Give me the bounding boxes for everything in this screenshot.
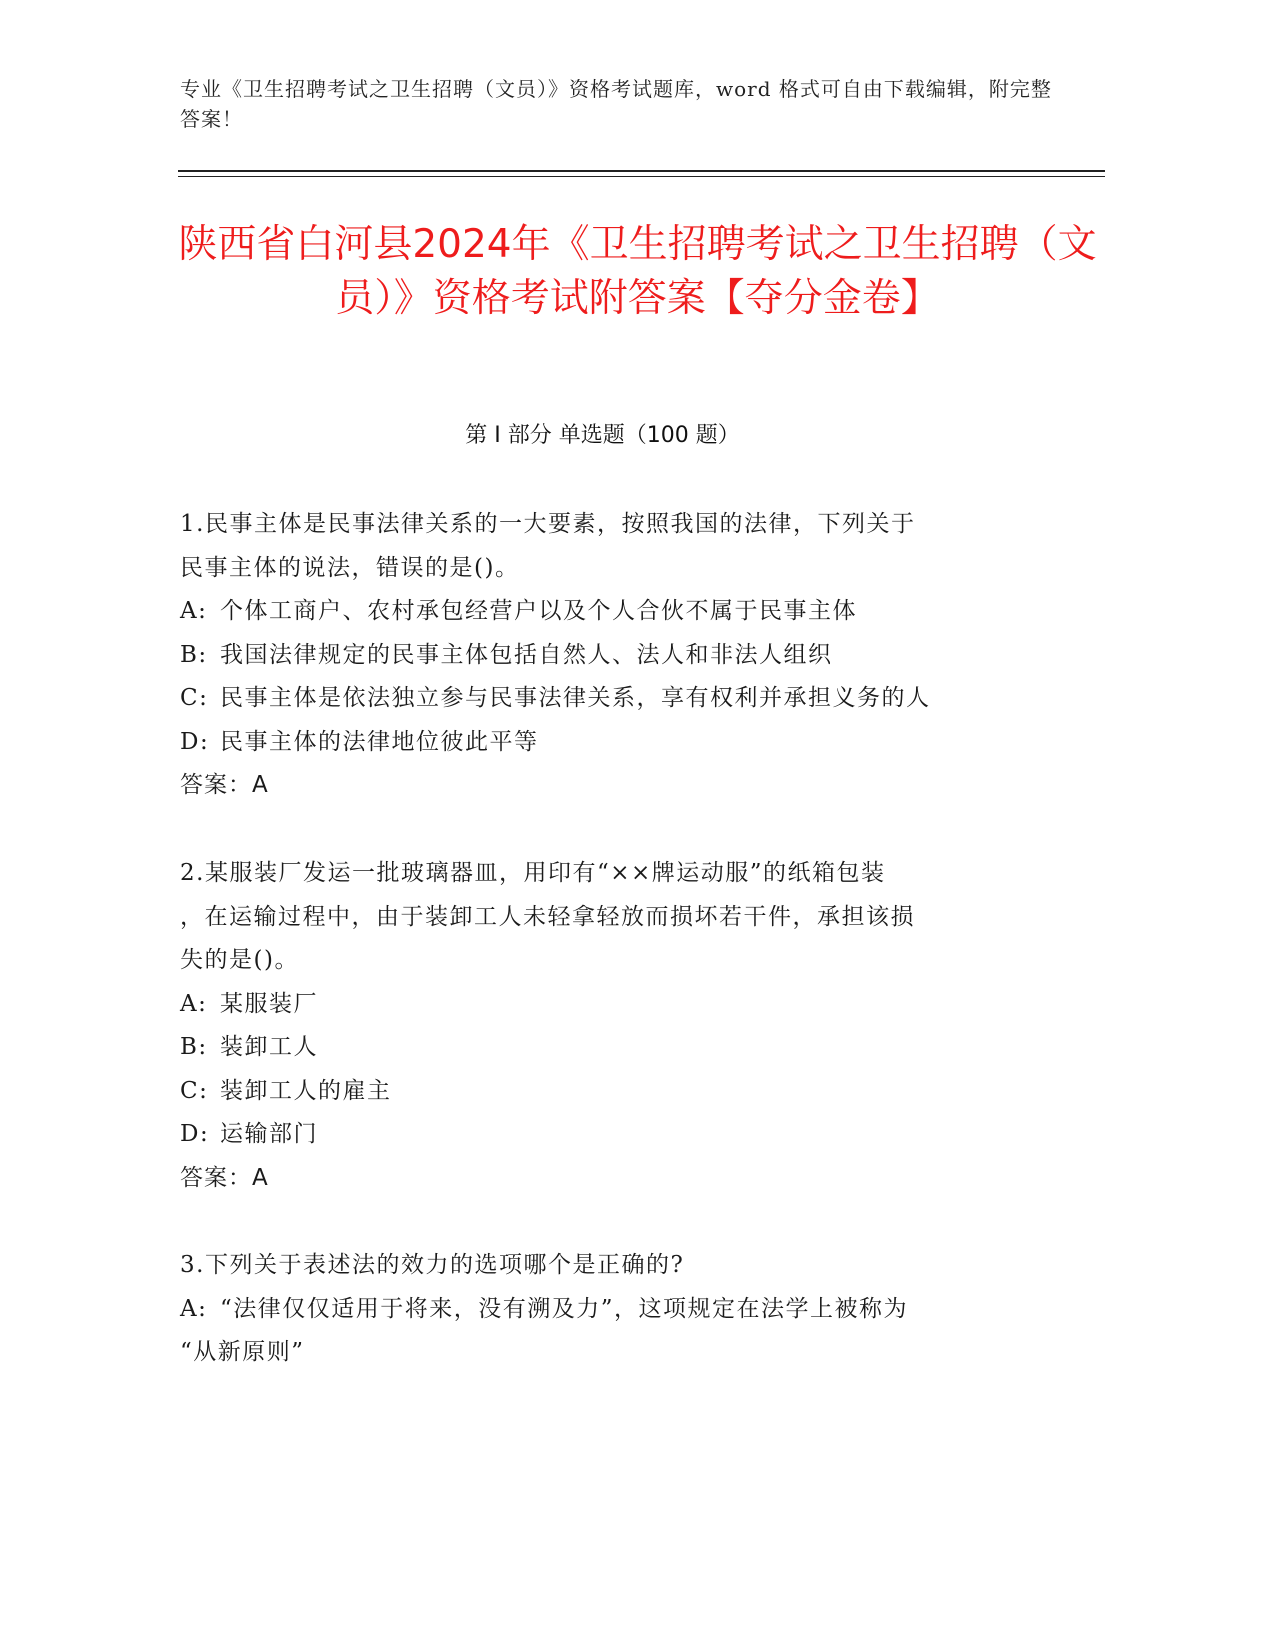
option-letter: D: [180,728,210,755]
question-stem-line: ，在运输过程中，由于装卸工人未轻拿轻放而损坏若干件，承担该损 [180,903,915,930]
option-text: 我国法律规定的民事主体包括自然人、法人和非法人组织 [220,641,833,668]
option-text: 民事主体的法律地位彼此平等 [220,728,539,755]
option-a [180,983,1035,1027]
question-stem-line: 3.下列关于表述法的效力的选项哪个是正确的? [180,1252,685,1278]
option-text: 个体工商户、农村承包经营户以及个人合伙不属于民事主体 [220,598,857,624]
option-letter: B: [180,641,208,668]
option-c [180,677,1035,721]
question-1 [180,503,1035,808]
option-letter: C: [180,685,209,711]
option-d [180,1113,1035,1157]
section-heading: 第 I 部分 单选题（100 题） [465,423,740,448]
option-text: 运输部门 [220,1121,318,1147]
question-stem-line: 2.某服装厂发运一批玻璃器皿，用印有“××牌运动服”的纸箱包装 [180,860,886,886]
option-a-continuation: “从新原则” [180,1339,305,1365]
option-a [180,590,1035,634]
question-3 [180,1244,1035,1375]
option-text: 装卸工人 [220,1034,318,1060]
option-letter: B: [180,1034,208,1060]
option-b [180,1026,1035,1070]
option-letter: A: [180,598,208,624]
option-text: 装卸工人的雇主 [220,1077,392,1104]
header-divider-thick [178,170,1105,172]
option-letter: A: [180,990,208,1017]
question-2 [180,852,1035,1200]
option-a [180,1288,1035,1332]
option-letter: C: [180,1077,209,1104]
answer-line: 答案：A [180,1164,269,1191]
option-text: “法律仅仅适用于将来，没有溯及力”，这项规定在法学上被称为 [220,1295,909,1322]
question-stem-line: 民事主体的说法，错误的是()。 [180,554,520,581]
option-c [180,1070,1035,1114]
option-text: 民事主体是依法独立参与民事法律关系，享有权利并承担义务的人 [220,685,931,711]
answer-line: 答案：A [180,772,269,798]
option-b [180,634,1035,678]
option-letter: D: [180,1121,210,1147]
document-title: 陕西省白河县2024年《卫生招聘考试之卫生招聘（文员）》资格考试附答案【夺分金卷】 [178,222,1097,321]
question-stem-line: 失的是()。 [180,947,299,973]
option-text: 某服装厂 [220,990,318,1017]
header-divider-thin [178,176,1105,177]
header-note: 专业《卫生招聘考试之卫生招聘（文员）》资格考试题库，word 格式可自由下载编辑，附完整答案！ [180,77,1052,131]
question-stem-line: 1.民事主体是民事法律关系的一大要素，按照我国的法律，下列关于 [180,511,916,537]
option-d [180,721,1035,765]
option-letter: A: [180,1295,208,1322]
